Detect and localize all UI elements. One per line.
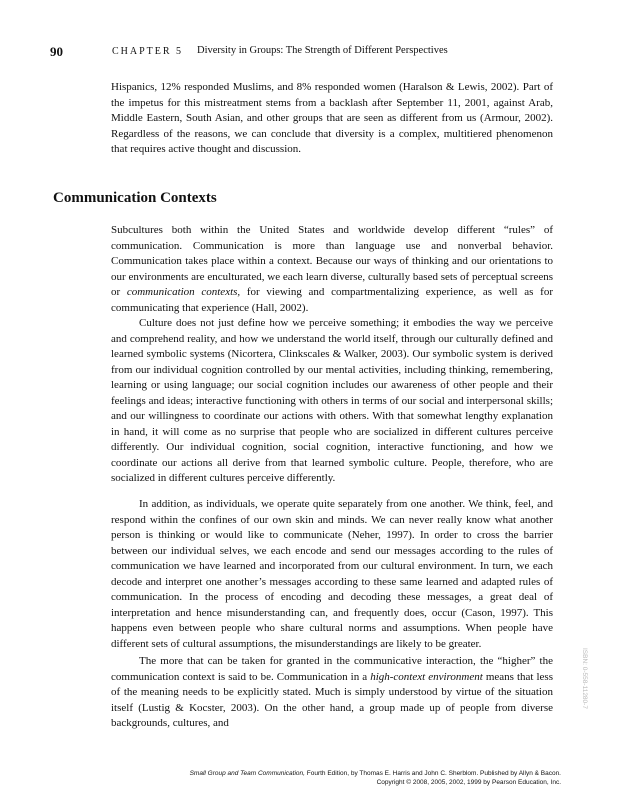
- paragraph-4-text-b: means that less of the meaning needs to be explicitly stated. Much is simply understood by virtue of the situation itself (Lustig & Kocster, 2003). On the other hand, a group made up of people from diverse backgrounds, cultures, and: [111, 670, 553, 729]
- page-number: 90: [50, 44, 63, 59]
- paragraph-1-emphasis: communication contexts,: [126, 286, 241, 298]
- paragraph-4-text-a: The more that can be taken for granted in the communicative interaction, the “higher” the communication context is said to be. Communication in a: [111, 655, 553, 683]
- isbn-margin-note: ISBN: 0-558-11280-7: [581, 648, 588, 709]
- section-heading: Communication Contexts: [53, 190, 217, 206]
- footer-line-1-rest: Fourth Edition, by Thomas E. Harris and John C. Sherblom. Published by Allyn & Bacon.: [304, 770, 561, 777]
- paragraph-4-emphasis: high-context environment: [370, 670, 483, 683]
- paragraph-3: In addition, as individuals, we operate quite separately from one another. We think, feel, and respond within the confines of our own skin and minds. We can never really know what another person is thinking or would like to communicate (Neher, 1997). In order to cross the barrier between our individual selves, we each encode and send our messages according to the rules of communication we have learned and incorporated from our cultural environment. In turn, we each decode and interpret one another’s messages according to these same learned and adapted rules of communication. In the process of encoding and decoding these messages, a great deal of interpretation and hence misunderstanding can, and frequently does, occur (Cason, 1997). This happens even between people who share cultural norms and assumptions. When people have different sets of cultural assumptions, the misunderstandings are likely to be greater.: [111, 498, 553, 650]
- footer-line-1: [190, 770, 561, 779]
- paragraph-4: [111, 654, 553, 732]
- paragraph-1-text-b: for viewing and compartmentalizing experience, as well as for communicating that experience (Hall, 2002).: [111, 286, 553, 314]
- footer-copyright: [190, 770, 561, 787]
- chapter-label: CHAPTER 5: [112, 46, 184, 57]
- intro-paragraph: Hispanics, 12% responded Muslims, and 8% responded women (Haralson & Lewis, 2002). Part of the impetus for this mistreatment stems from a backlash after September 11, 2001, against Arab, Middle Eastern, South Asian, and other groups that are seen as different from us (Armour, 2002). Regardless of the reasons, we can conclude that diversity is a complex, multitiered phenomenon that requires active thought and discussion.: [111, 81, 553, 155]
- running-title: Diversity in Groups: The Strength of Different Perspectives: [197, 45, 448, 56]
- paragraph-1: [111, 223, 553, 316]
- footer-book-title: Small Group and Team Communication,: [189, 770, 305, 777]
- paragraph-1-text-a: Subcultures both within the United States and worldwide develop different “rules” of communication. Communication is more than language use and nonverbal behavior. Communication takes place within a context. Because our ways of thinking and our orientations to our environments are enculturated, we each learn diverse, culturally based sets of perceptual screens or: [111, 224, 553, 298]
- paragraph-2: Culture does not just define how we perceive something; it embodies the way we perceive and comprehend reality, and how we understand the world itself, through our culturally defined and learned symbolic systems (Nicortera, Clinkscales & Walker, 2003). Our symbolic system is derived from our individual cognition controlled by our mental activities, including thinking, remembering, learning or using language; our social cognition includes our awareness of other people and their feelings and ideas; interactive functioning with others in terms of our social and interpersonal skills; and our willingness to coordinate our actions with others. With that somewhat lengthy explanation in hand, it will come as no surprise that people who are socialized in different cultures perceive differently. Our individual cognition, social cognition, interactive functioning, and how we coordinate our actions all derive from that learned symbolic culture. People, therefore, who are socialized in different cultures perceive differently.: [111, 317, 553, 484]
- footer-line-2: Copyright © 2008, 2005, 2002, 1999 by Pearson Education, Inc.: [376, 778, 561, 786]
